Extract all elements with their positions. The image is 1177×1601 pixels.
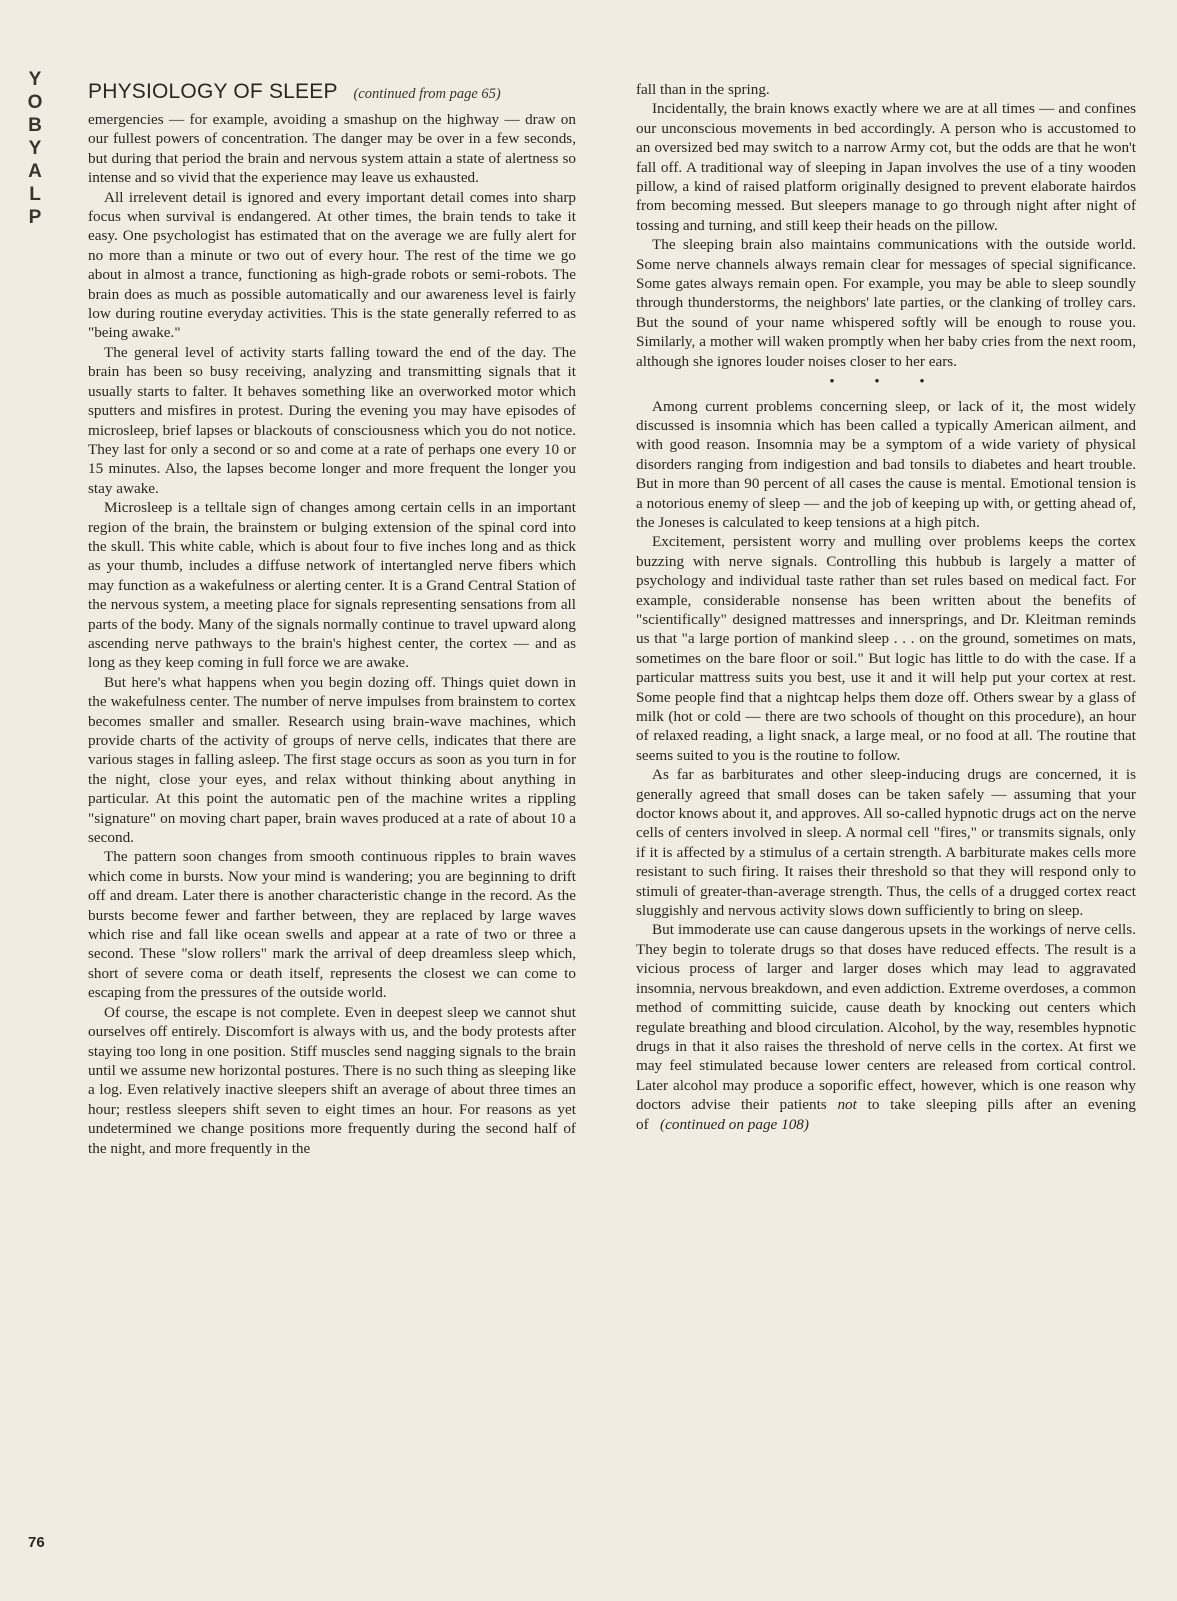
paragraph-tail: to take sleeping pills after an evening of (636, 1096, 1136, 1133)
paragraph-text: But immoderate use can cause dangerous upsets in the workings of nerve cells. They begin to tolerate drugs so that doses have reduced effects. The result is a vicious process of larger and larger doses which may lead to aggravated insomnia, nervous breakdown, and even addiction. Extreme overdoses, a common method of committing suicide, cause death by knocking out centers which regulate breathing and blood circulation. Alcohol, by the way, resembles hypnotic drugs in that it also raises the threshold of nerve cells in the cortex. At first we may feel stimulated because lower centers are released from cortical control. Later alcohol may produce a soporific effect, however, which is one reason why doctors advise their patients (636, 921, 1136, 1114)
paragraph: fall than in the spring. (636, 81, 770, 98)
paragraph: But here's what happens when you begin dozing off. Things quiet down in the wakefulness center. The number of nerve impulses from brainstem to cortex becomes smaller and smaller. Research using brain-wave machines, which provide charts of the activity of groups of nerve cells, indicates that there are various stages in falling asleep. The first stage occurs as soon as you turn in for the night, close your eyes, and relax without thinking about anything in particular. At this point the automatic pen of the machine writes a rippling "signature" on moving chart paper, brain waves produced at a rate of about 10 a second. (88, 673, 576, 847)
section-separator: • • • (829, 374, 943, 391)
paragraph: As far as barbiturates and other sleep-inducing drugs are concerned, it is generally agreed that small doses can be taken safely — assuming that your doctor knows about it, and approves. All so-called hypnotic drugs act on the nerve cells of centers involved in sleep. A normal cell "fires," or transmits signals, only if it is affected by a stimulus of a certain strength. A barbiturate makes cells more resistant to such firing. It raises their threshold so that they will respond only to stimuli of greater-than-average strength. Thus, the cells of a drugged cortex react sluggishly and nervous activity slows down sufficiently to bring on sleep. (636, 766, 1136, 920)
article-right-column (636, 80, 1136, 1134)
spine-letter: Y (28, 138, 42, 159)
spine-letter: O (27, 92, 43, 113)
paragraph: All irrelevent detail is ignored and every important detail comes into sharp focus when survival is endangered. At other times, the brain tends to take it easy. One psychologist has estimated that on the average we are fully alert for no more than a minute or two out of every hour. The rest of the time we go about in almost a trance, functioning as high-grade robots or semi-robots. The brain does as much as possible automatically and our awareness level is fairly low during routine everyday activities. This is the state generally referred to as "being awake." (88, 188, 576, 342)
article-title: PHYSIOLOGY OF SLEEP (88, 80, 338, 103)
paragraph: Of course, the escape is not complete. Even in deepest sleep we cannot shut ourselves off entirely. Discomfort is always with us, and the body protests after staying too long in one position. Stiff muscles send nagging signals to the brain until we assume new horizontal postures. There is no such thing as sleeping like a log. Even relatively inactive sleepers shift an average of about three times an hour; restless sleepers shift seven to eight times an hour. For reasons as yet undetermined we change positions more frequently during the second half of the night, and more frequently in the (88, 1003, 576, 1157)
article-headline (88, 80, 576, 106)
article-left-column (88, 80, 576, 1158)
spine-letter: Y (28, 69, 42, 90)
spine-letter: A (28, 161, 42, 182)
paragraph: Incidentally, the brain knows exactly where we are at all times — and confines our unconscious movements in bed accordingly. A person who is accustomed to an oversized bed may switch to a narrow Army cot, but the odds are that he won't fall off. A traditional way of sleeping in Japan involves the use of a tiny wooden pillow, a kind of raised platform originally designed to prevent elaborate hairdos from becoming messed. But sleepers manage to go through night after night of tossing and turning, and still keep their heads on the pillow. (636, 100, 1136, 234)
paragraph: Among current problems concerning sleep, or lack of it, the most widely discussed is insomnia which has been called a typically American ailment, and with good reason. Insomnia may be a symptom of a wide variety of physical disorders ranging from indigestion and bad tonsils to diabetes and heart trouble. But in more than 90 percent of all cases the cause is mental. Emotional tension is a notorious enemy of sleep — and the job of keeping up with, or getting ahead of, the Joneses is calculated to keep tensions at a high pitch. (636, 397, 1136, 531)
spine-letter: L (29, 184, 41, 205)
paragraph: The pattern soon changes from smooth continuous ripples to brain waves which come in bursts. Now your mind is wandering; you are beginning to drift off and dream. Later there is another characteristic change in the record. As the bursts become fewer and farther between, they are replaced by large waves which rise and fall like ocean swells and appear at a rate of two or three a second. These "slow rollers" mark the arrival of deep dreamless sleep which, short of severe coma or death itself, represents the closest we can come to escaping from the pressures of the outside world. (88, 848, 576, 1002)
magazine-spine-label (22, 68, 48, 229)
paragraph: The general level of activity starts falling toward the end of the day. The brain has been so busy receiving, analyzing and transmitting signals that it usually starts to falter. It behaves something like an overworked motor which sputters and misfires in protest. During the evening you may have episodes of microsleep, brief lapses or blackouts of consciousness which you do not notice. They last for only a second or so and come at a rate of perhaps one every 10 or 15 minutes. Also, the lapses become longer and more frequent the longer you stay awake. (88, 343, 576, 497)
paragraph-final (636, 920, 1136, 1133)
spine-letter: B (28, 115, 42, 136)
paragraph: The sleeping brain also maintains communications with the outside world. Some nerve channels always remain clear for messages of special significance. Some gates always remain open. For example, you may be able to sleep soundly through thunderstorms, the neighbors' late parties, or the clanking of trolley cars. But the sound of your name whispered softly will be enough to rouse you. Similarly, a mother will waken promptly when her baby cries from the next room, although she ignores louder noises closer to her ears. (636, 236, 1136, 370)
page-number: 76 (28, 1534, 45, 1551)
spine-letter: P (28, 207, 42, 228)
continued-to-note: (continued on page 108) (660, 1115, 809, 1133)
continued-from-note: (continued from page 65) (353, 86, 501, 102)
paragraph: emergencies — for example, avoiding a smashup on the highway — draw on our fullest powers of concentration. The danger may be over in a few seconds, but during that period the brain and nervous system attain a state of alertness so intense and so vivid that the experience may leave us exhausted. (88, 111, 576, 187)
paragraph: Microsleep is a telltale sign of changes among certain cells in an important region of the brain, the brainstem or bulging extension of the spinal cord into the skull. This white cable, which is about four to five inches long and as thick as your thumb, includes a diffuse network of intertangled nerve fibers which may function as a wakefulness or alerting center. It is a Grand Central Station of the nervous system, a meeting place for signals representing sensations from all parts of the body. Many of the signals normally continue to travel upward along ascending nerve pathways to the brain's highest center, the cortex — and as long as they keep coming in full force we are awake. (88, 499, 576, 672)
emphasis-word: not (837, 1096, 857, 1114)
paragraph: Excitement, persistent worry and mulling over problems keeps the cortex buzzing with nerve signals. Controlling this hubbub is largely a matter of psychology and individual taste rather than set rules based on medical fact. For example, considerable nonsense has been written about the benefits of "scientifically" designed mattresses and innersprings, and Dr. Kleitman reminds us that "a large portion of mankind sleep . . . on the ground, sometimes on mats, sometimes on the bare floor or soil." But logic has little to do with the case. If a particular mattress suits you best, use it and it will help put your cortex at rest. Some people find that a nightcap helps them doze off. Others swear by a glass of milk (hot or cold — there are two schools of thought on this procedure), an hour of relaxed reading, a light snack, a large meal, or no food at all. The routine that seems suited to you is the routine to follow. (636, 533, 1136, 764)
